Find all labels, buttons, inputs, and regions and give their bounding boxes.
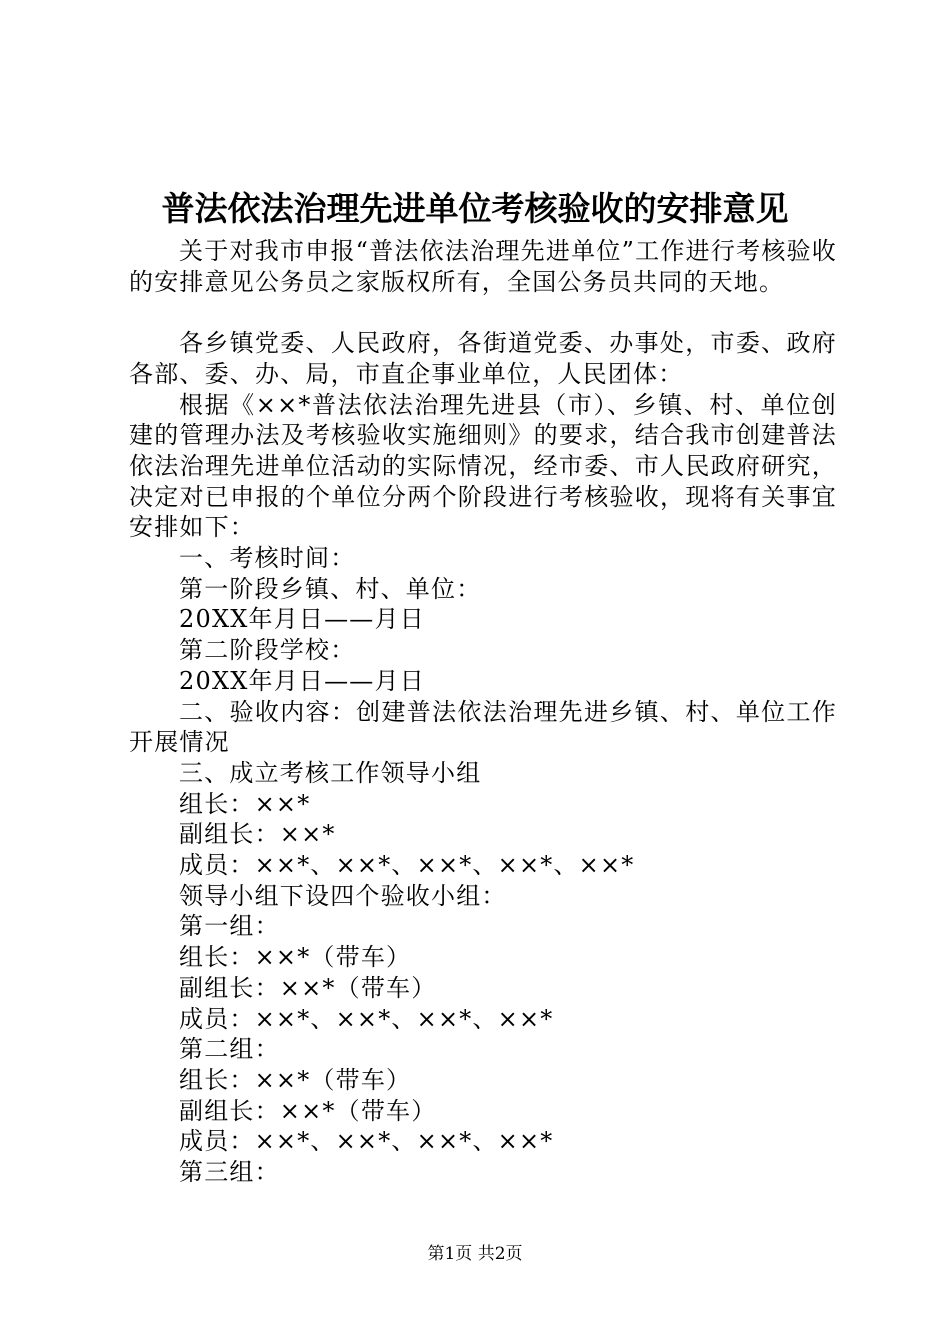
group-one-members: 成员：××*、××*、××*、××* bbox=[179, 1004, 554, 1033]
page-footer: 第1页 共2页 bbox=[427, 1244, 523, 1264]
section-heading-time: 一、考核时间： bbox=[179, 544, 356, 573]
group-two-leader: 组长：××*（带车） bbox=[179, 1065, 412, 1094]
section-heading-group: 三、成立考核工作领导小组 bbox=[179, 758, 482, 787]
subgroups-intro: 领导小组下设四个验收小组： bbox=[179, 881, 507, 910]
group-two-members: 成员：××*、××*、××*、××* bbox=[179, 1127, 554, 1156]
group-two-heading: 第二组： bbox=[179, 1035, 280, 1064]
section-heading-content: 二、验收内容：创建普法依法治理先进乡镇、村、单位工作开展情况 bbox=[129, 697, 837, 757]
intro-paragraph: 关于对我市申报“普法依法治理先进单位”工作进行考核验收的安排意见公务员之家版权所有，全国公务员共同的天地。 bbox=[129, 237, 837, 296]
paragraph-addressee: 各乡镇党委、人民政府，各街道党委、办事处，市委、政府各部、委、办、局，市直企事业单位，人民团体： bbox=[129, 329, 837, 388]
leader-line: 组长：××* bbox=[179, 789, 311, 818]
group-one-leader: 组长：××*（带车） bbox=[179, 943, 412, 972]
document-body bbox=[129, 236, 837, 1188]
group-three-heading: 第三组： bbox=[179, 1158, 280, 1187]
phase-two-label: 第二阶段学校： bbox=[179, 636, 356, 665]
group-one-heading: 第一组： bbox=[179, 912, 280, 941]
group-two-deputy: 副组长：××*（带车） bbox=[179, 1096, 437, 1125]
group-one-deputy: 副组长：××*（带车） bbox=[179, 973, 437, 1002]
paragraph-basis: 根据《××*普法依法治理先进县（市）、乡镇、村、单位创建的管理办法及考核验收实施细则》的要求，结合我市创建普法依法治理先进单位活动的实际情况，经市委、市人民政府研究，决定对已申报的个单位分两个阶段进行考核验收，现将有关事宜安排如下： bbox=[129, 390, 837, 542]
phase-two-date: 20XX年月日——月日 bbox=[179, 666, 425, 695]
blank-line bbox=[129, 297, 837, 328]
document-title: 普法依法治理先进单位考核验收的安排意见 bbox=[161, 189, 789, 228]
members-line: 成员：××*、××*、××*、××*、××* bbox=[179, 851, 635, 880]
phase-one-date: 20XX年月日——月日 bbox=[179, 605, 425, 634]
phase-one-label: 第一阶段乡镇、村、单位： bbox=[179, 574, 482, 603]
deputy-leader-line: 副组长：××* bbox=[179, 820, 336, 849]
